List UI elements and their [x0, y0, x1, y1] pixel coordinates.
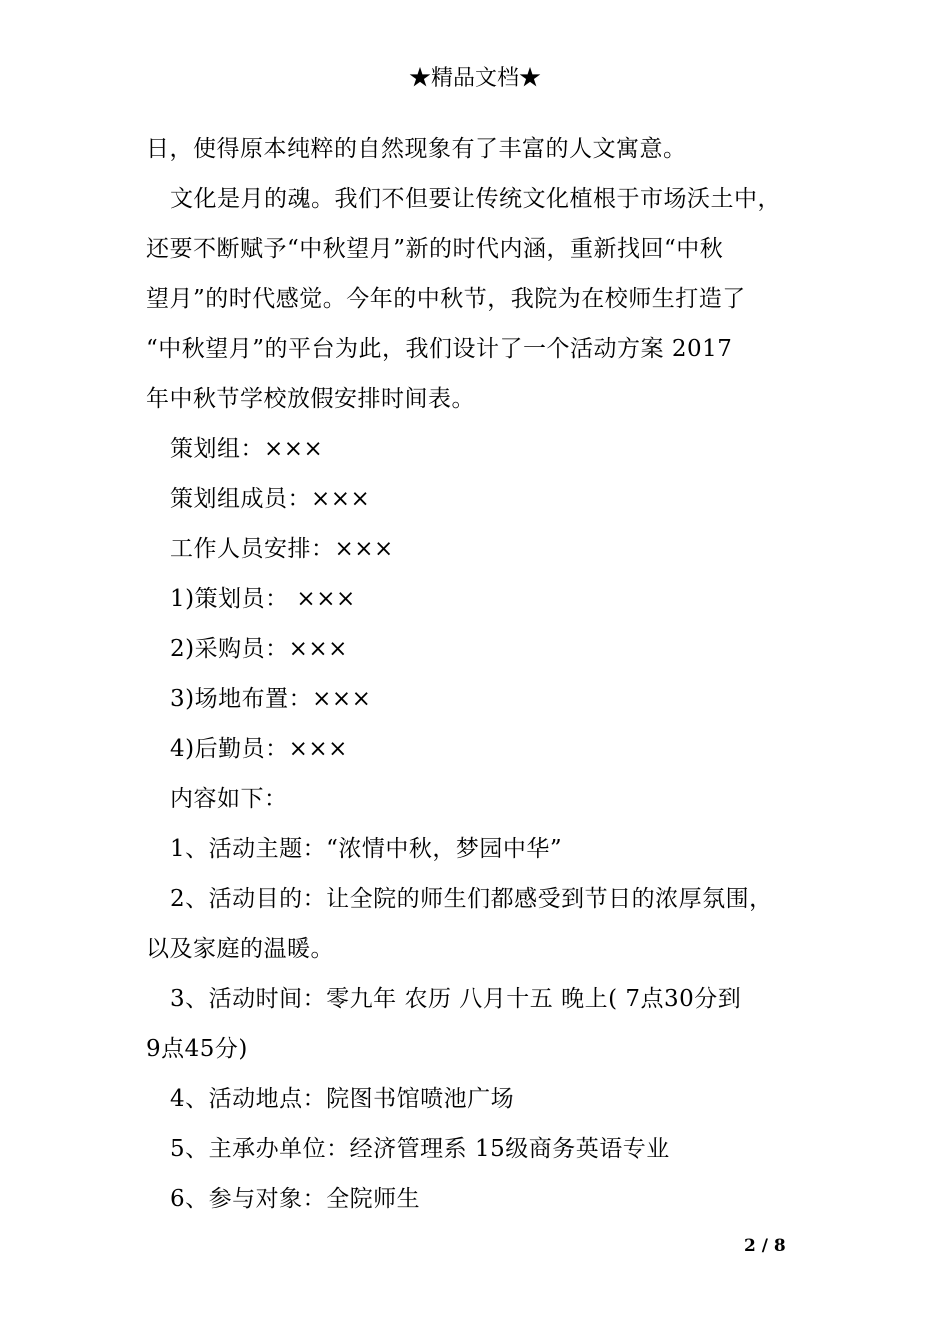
activity-purpose: 2、活动目的：让全院的师生们都感受到节日的浓厚氛围，: [170, 886, 773, 912]
activity-location: 4、活动地点：院图书馆喷池广场: [170, 1086, 515, 1112]
staff-arrangement: 工作人员安排：×××: [170, 536, 394, 562]
activity-time-cont: 9点45分): [146, 1036, 248, 1062]
planning-group-members: 策划组成员：×××: [170, 486, 371, 512]
staff-planner: 1)策划员： ×××: [170, 586, 356, 612]
body-line: 日，使得原本纯粹的自然现象有了丰富的人文寓意。: [146, 136, 687, 162]
body-line: “中秋望月”的平台为此，我们设计了一个活动方案 2017: [146, 336, 733, 362]
body-line: 年中秋节学校放假安排时间表。: [146, 386, 475, 412]
body-line: 望月”的时代感觉。今年的中秋节，我院为在校师生打造了: [146, 286, 746, 312]
body-line: 文化是月的魂。我们不但要让传统文化植根于市场沃土中，: [170, 186, 781, 212]
planning-group: 策划组：×××: [170, 436, 324, 462]
document-body: [146, 124, 826, 1224]
activity-theme: 1、活动主题：“浓情中秋，梦园中华”: [170, 836, 563, 862]
activity-participants: 6、参与对象：全院师生: [170, 1186, 421, 1212]
body-line: 还要不断赋予“中秋望月”新的时代内涵，重新找回“中秋: [146, 236, 724, 262]
activity-time: 3、活动时间：零九年 农历 八月十五 晚上( 7点30分到: [170, 986, 742, 1012]
staff-logistics: 4)后勤员：×××: [170, 736, 348, 762]
content-heading: 内容如下：: [170, 786, 288, 812]
activity-purpose-cont: 以及家庭的温暖。: [146, 936, 334, 962]
staff-purchaser: 2)采购员：×××: [170, 636, 348, 662]
page-number: 2 / 8: [744, 1236, 786, 1256]
activity-organizer: 5、主承办单位：经济管理系 15级商务英语专业: [170, 1136, 670, 1162]
document-header: ★精品文档★: [408, 66, 541, 91]
staff-venue-setup: 3)场地布置：×××: [170, 686, 372, 712]
